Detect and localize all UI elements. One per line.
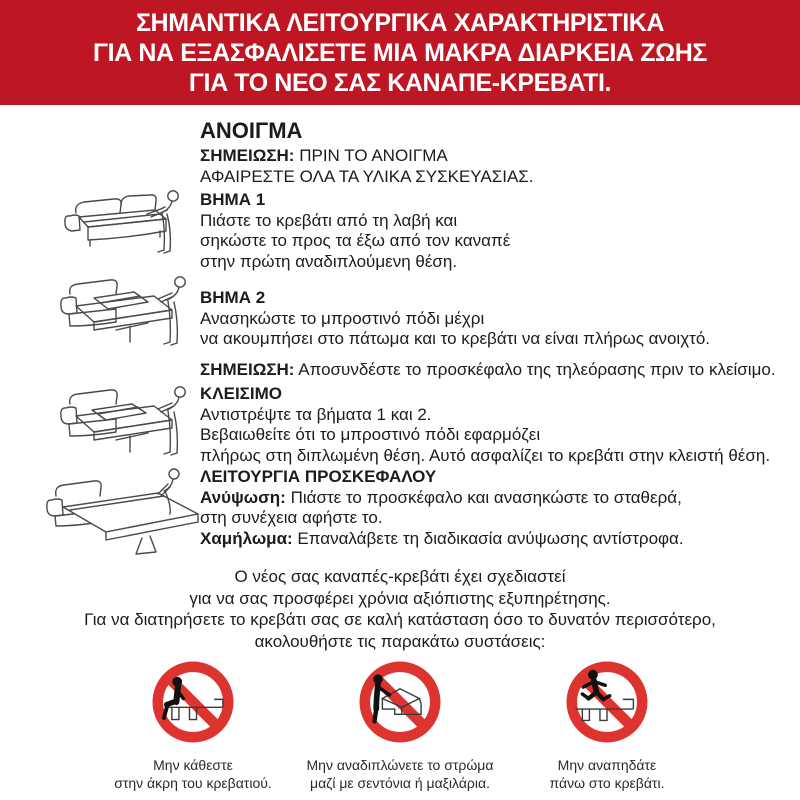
headrest-title: ΛΕΙΤΟΥΡΓΙΑ ΠΡΟΣΚΕΦΑΛΟΥ [200,467,437,486]
closing-illustration [58,376,208,468]
pre-close-note [200,360,785,381]
opening-note-line-2: ΑΦΑΙΡΕΣΤΕ ΟΛΑ ΤΑ ΥΛΙΚΑ ΣΥΣΚΕΥΑΣΙΑΣ. [200,166,534,186]
lower-label: Χαμήλωμα: [200,528,293,548]
note-label: ΣΗΜΕΙΩΣΗ: [200,146,295,165]
step-2-title: ΒΗΜΑ 2 [200,288,266,307]
closing-line-2: Βεβαιωθείτε ότι το μπροστινό πόδι εφαρμόζει [200,425,541,444]
warning-3-caption-line-2: πάνω στο κρεβάτι. [549,774,665,791]
outro-line-4: ακολουθήστε τις παρακάτω συστάσεις: [254,631,546,651]
warning-2-caption-line-2: μαζί με σεντόνια ή μαξιλάρια. [310,774,490,791]
raise-rest: Πιάστε το προσκέφαλο και ανασηκώστε το σταθερά, [285,487,682,507]
pre-close-note-rest: Αποσυνδέστε το προσκέφαλο της τηλεόρασης πριν το κλείσιμο. [294,359,776,379]
outro-line-1: Ο νέος σας καναπές-κρεβάτι έχει σχεδιαστεί [234,567,566,586]
closing-line-3: πλήρως στη διπλωμένη θέση. Αυτό ασφαλίζει το κρεβάτι στην κλειστή θέση. [200,445,771,465]
headrest-raise-line-2: στη συνέχεια αφήστε το. [200,508,383,527]
step-1-line-2: σηκώστε το προς τα έξω από τον καναπέ [200,231,511,250]
lower-rest: Επαναλάβετε τη διαδικασία ανύψωσης αντίστροφα. [292,528,684,548]
step-1-line-3: στην πρώτη αναδιπλούμενη θέση. [200,251,458,271]
step-2-line-2: να ακουμπήσει στο πάτωμα και το κρεβάτι να είναι πλήρως ανοιχτό. [200,329,711,348]
no-jumping-on-bed-icon [563,658,651,746]
banner-line-2: ΓΙΑ ΝΑ ΕΞΑΣΦΑΛΙΣΕΤΕ ΜΙΑ ΜΑΚΡΑ ΔΙΑΡΚΕΙΑ ΖΩΗΣ [92,38,708,67]
outro-line-3: Για να διατηρήσετε το κρεβάτι σας σε καλή κατάσταση όσο το δυνατόν περισσότερο, [84,610,716,629]
sofa-unfold-illustration [58,266,208,358]
warning-1-caption-line-2: στην άκρη του κρεβατιού. [114,774,272,791]
instructions-text [200,118,785,549]
step-1-line-1: Πιάστε το κρεβάτι από τη λαβή και [200,210,458,230]
headrest-illustration [46,462,214,562]
step-2-line-1: Ανασηκώστε το μπροστινό πόδι μέχρι [200,308,485,328]
warning-1-caption-line-1: Μην κάθεστε [153,757,233,773]
note-rest: ΠΡΙΝ ΤΟ ΑΝΟΙΓΜΑ [294,146,448,165]
opening-title: ΑΝΟΙΓΜΑ [200,118,303,143]
pre-close-note-label: ΣΗΜΕΙΩΣΗ: [200,359,295,379]
closing-line-1: Αντιστρέψτε τα βήματα 1 και 2. [200,404,432,424]
warning-3-caption [467,757,747,792]
step-2-illustration [58,266,208,358]
raise-label: Ανύψωση: [200,487,286,507]
outro-line-2: για να σας προσφέρει χρόνια αξιόπιστης εξυπηρέτησης. [189,588,611,608]
sofa-fold-back-illustration [58,376,208,468]
step-1-illustration [60,186,205,264]
no-folding-mattress-with-bedding-icon [356,658,444,746]
step-1-title: ΒΗΜΑ 1 [200,190,266,209]
warning-2-caption-line-1: Μην αναδιπλώνετε το στρώμα [306,757,494,773]
bed-fully-open-illustration [46,462,214,562]
closing-title: ΚΛΕΙΣΙΜΟ [200,384,282,403]
banner-line-3: ΓΙΑ ΤΟ ΝΕΟ ΣΑΣ ΚΑΝΑΠΕ-ΚΡΕΒΑΤΙ. [188,68,612,97]
banner-line-1: ΣΗΜΑΝΤΙΚΑ ΛΕΙΤΟΥΡΓΙΚΑ ΧΑΡΑΚΤΗΡΙΣΤΙΚΑ [135,8,665,37]
header-banner [0,0,800,105]
sofa-pull-out-illustration [60,186,205,264]
warning-3-caption-line-1: Μην αναπηδάτε [557,757,657,773]
care-intro-paragraph [0,566,800,652]
opening-note-line-1 [200,146,785,167]
warning-no-jumping [467,658,747,792]
headrest-raise-line [200,488,785,509]
no-sitting-on-bed-edge-icon [149,658,237,746]
headrest-lower-line [200,529,785,550]
